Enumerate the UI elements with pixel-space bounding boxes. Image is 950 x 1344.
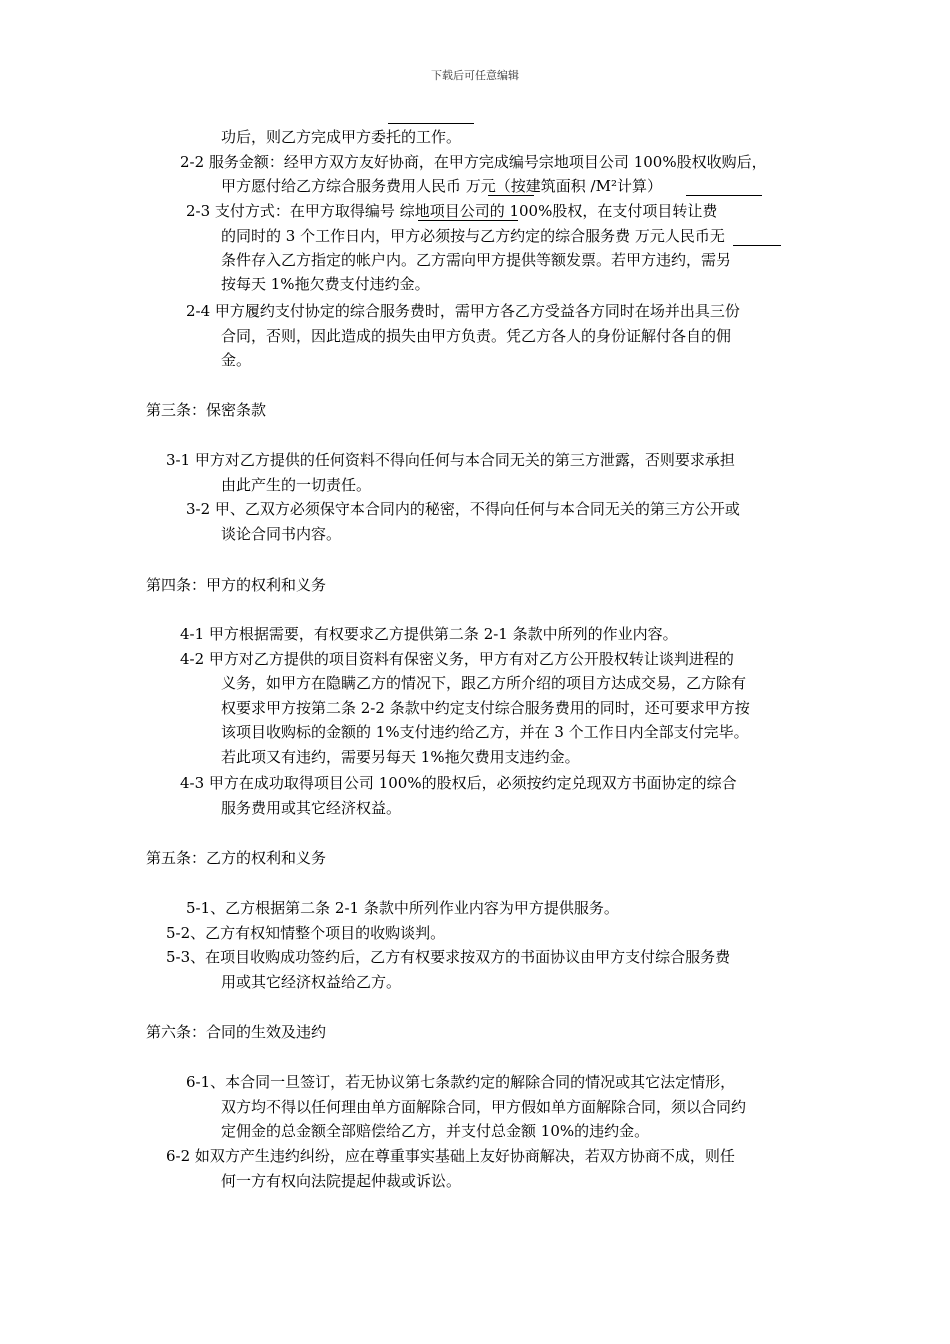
clause-6-1-line-2: 双方均不得以任何理由单方面解除合同，甲方假如单方面解除合同，须以合同约 [221,1098,747,1116]
section-3-heading: 第三条：保密条款 [146,401,267,419]
clause-5-1: 5-1、乙方根据第二条 2-1 条款中所列作业内容为甲方提供服务。 [186,899,619,917]
clause-6-2-line-2: 何一方有权向法院提起仲裁或诉讼。 [221,1172,462,1190]
clause-4-1-line-1: 4-1 甲方根据需要，有权要求乙方提供第二条 2-1 条款中所列的作业内容。 [180,625,678,643]
section-4-heading: 第四条：甲方的权利和义务 [146,576,327,594]
clause-3-2-line-2: 谈论合同书内容。 [221,525,342,543]
clause-4-2-line-2: 义务，如甲方在隐瞒乙方的情况下，跟乙方所介绍的项目方达成交易，乙方除有 [221,674,747,692]
clause-4-2-line-3: 权要求甲方按第二条 2-2 条款中约定支付综合服务费用的同时，还可要求甲方按 [221,699,750,717]
page-header-note: 下载后可任意编辑 [431,69,519,82]
clause-2-4-line-3: 金。 [221,351,252,369]
clause-4-2-line-1: 4-2 甲方对乙方提供的项目资料有保密义务，甲方有对乙方公开股权转让谈判进程的 [180,650,734,668]
clause-5-3-line-2: 用或其它经济权益给乙方。 [221,973,402,991]
fill-blank-underline [388,123,474,124]
clause-2-4-line-2: 合同，否则，因此造成的损失由甲方负责。凭乙方各人的身份证解付各自的佣 [221,327,732,345]
clause-2-1-continuation: 功后，则乙方完成甲方委托的工作。 [221,128,462,146]
clause-4-3-line-1: 4-3 甲方在成功取得项目公司 100%的股权后，必须按约定兑现双方书面协定的综合 [180,774,737,792]
clause-2-4-line-1: 2-4 甲方履约支付协定的综合服务费时，需甲方各乙方受益各方同时在场并出具三份 [186,302,740,320]
clause-4-2-line-4: 该项目收购标的金额的 1%支付违约给乙方，并在 3 个工作日内全部支付完毕。 [221,723,749,741]
clause-4-3-line-2: 服务费用或其它经济权益。 [221,799,402,817]
amount-blank-underline [488,195,534,196]
clause-4-2-line-5: 若此项又有违约，需要另每天 1%拖欠费用支违约金。 [221,748,580,766]
code-blank-underline [418,220,518,221]
clause-2-2-line-2: 甲方愿付给乙方综合服务费用人民币 万元（按建筑面积 /M²计算） [221,177,662,195]
clause-3-1-line-1: 3-1 甲方对乙方提供的任何资料不得向任何与本合同无关的第三方泄露，否则要求承担 [166,451,735,469]
clause-2-3-line-1: 2-3 支付方式：在甲方取得编号 综地项目公司的 100%股权，在支付项目转让费 [186,202,718,220]
clause-6-1-line-1: 6-1、本合同一旦签订，若无协议第七条款约定的解除合同的情况或其它法定情形， [186,1073,736,1091]
clause-2-3-line-3: 条件存入乙方指定的帐户内。乙方需向甲方提供等额发票。若甲方违约，需另 [221,251,732,269]
section-5-heading: 第五条：乙方的权利和义务 [146,849,327,867]
clause-6-2-line-1: 6-2 如双方产生违约纠纷，应在尊重事实基础上友好协商解决，若双方协商不成，则任 [166,1147,735,1165]
clause-3-2-line-1: 3-2 甲、乙双方必须保守本合同内的秘密，不得向任何与本合同无关的第三方公开或 [186,500,740,518]
clause-3-1-line-2: 由此产生的一切责任。 [221,476,372,494]
clause-2-2-line-1: 2-2 服务金额：经甲方双方友好协商，在甲方完成编号宗地项目公司 100%股权收购后， [180,153,767,171]
clause-5-2: 5-2、乙方有权知情整个项目的收购谈判。 [166,924,446,942]
fee-blank-underline [733,245,781,246]
clause-6-1-line-3: 定佣金的总金额全部赔偿给乙方，并支付总金额 10%的违约金。 [221,1122,650,1140]
area-blank-underline [686,195,762,196]
clause-5-3-line-1: 5-3、在项目收购成功签约后，乙方有权要求按双方的书面协议由甲方支付综合服务费 [166,948,731,966]
clause-2-3-line-4: 按每天 1%拖欠费支付违约金。 [221,275,430,293]
clause-2-3-line-2: 的同时的 3 个工作日内，甲方必须按与乙方约定的综合服务费 万元人民币无 [221,227,725,245]
section-6-heading: 第六条：合同的生效及违约 [146,1023,327,1041]
